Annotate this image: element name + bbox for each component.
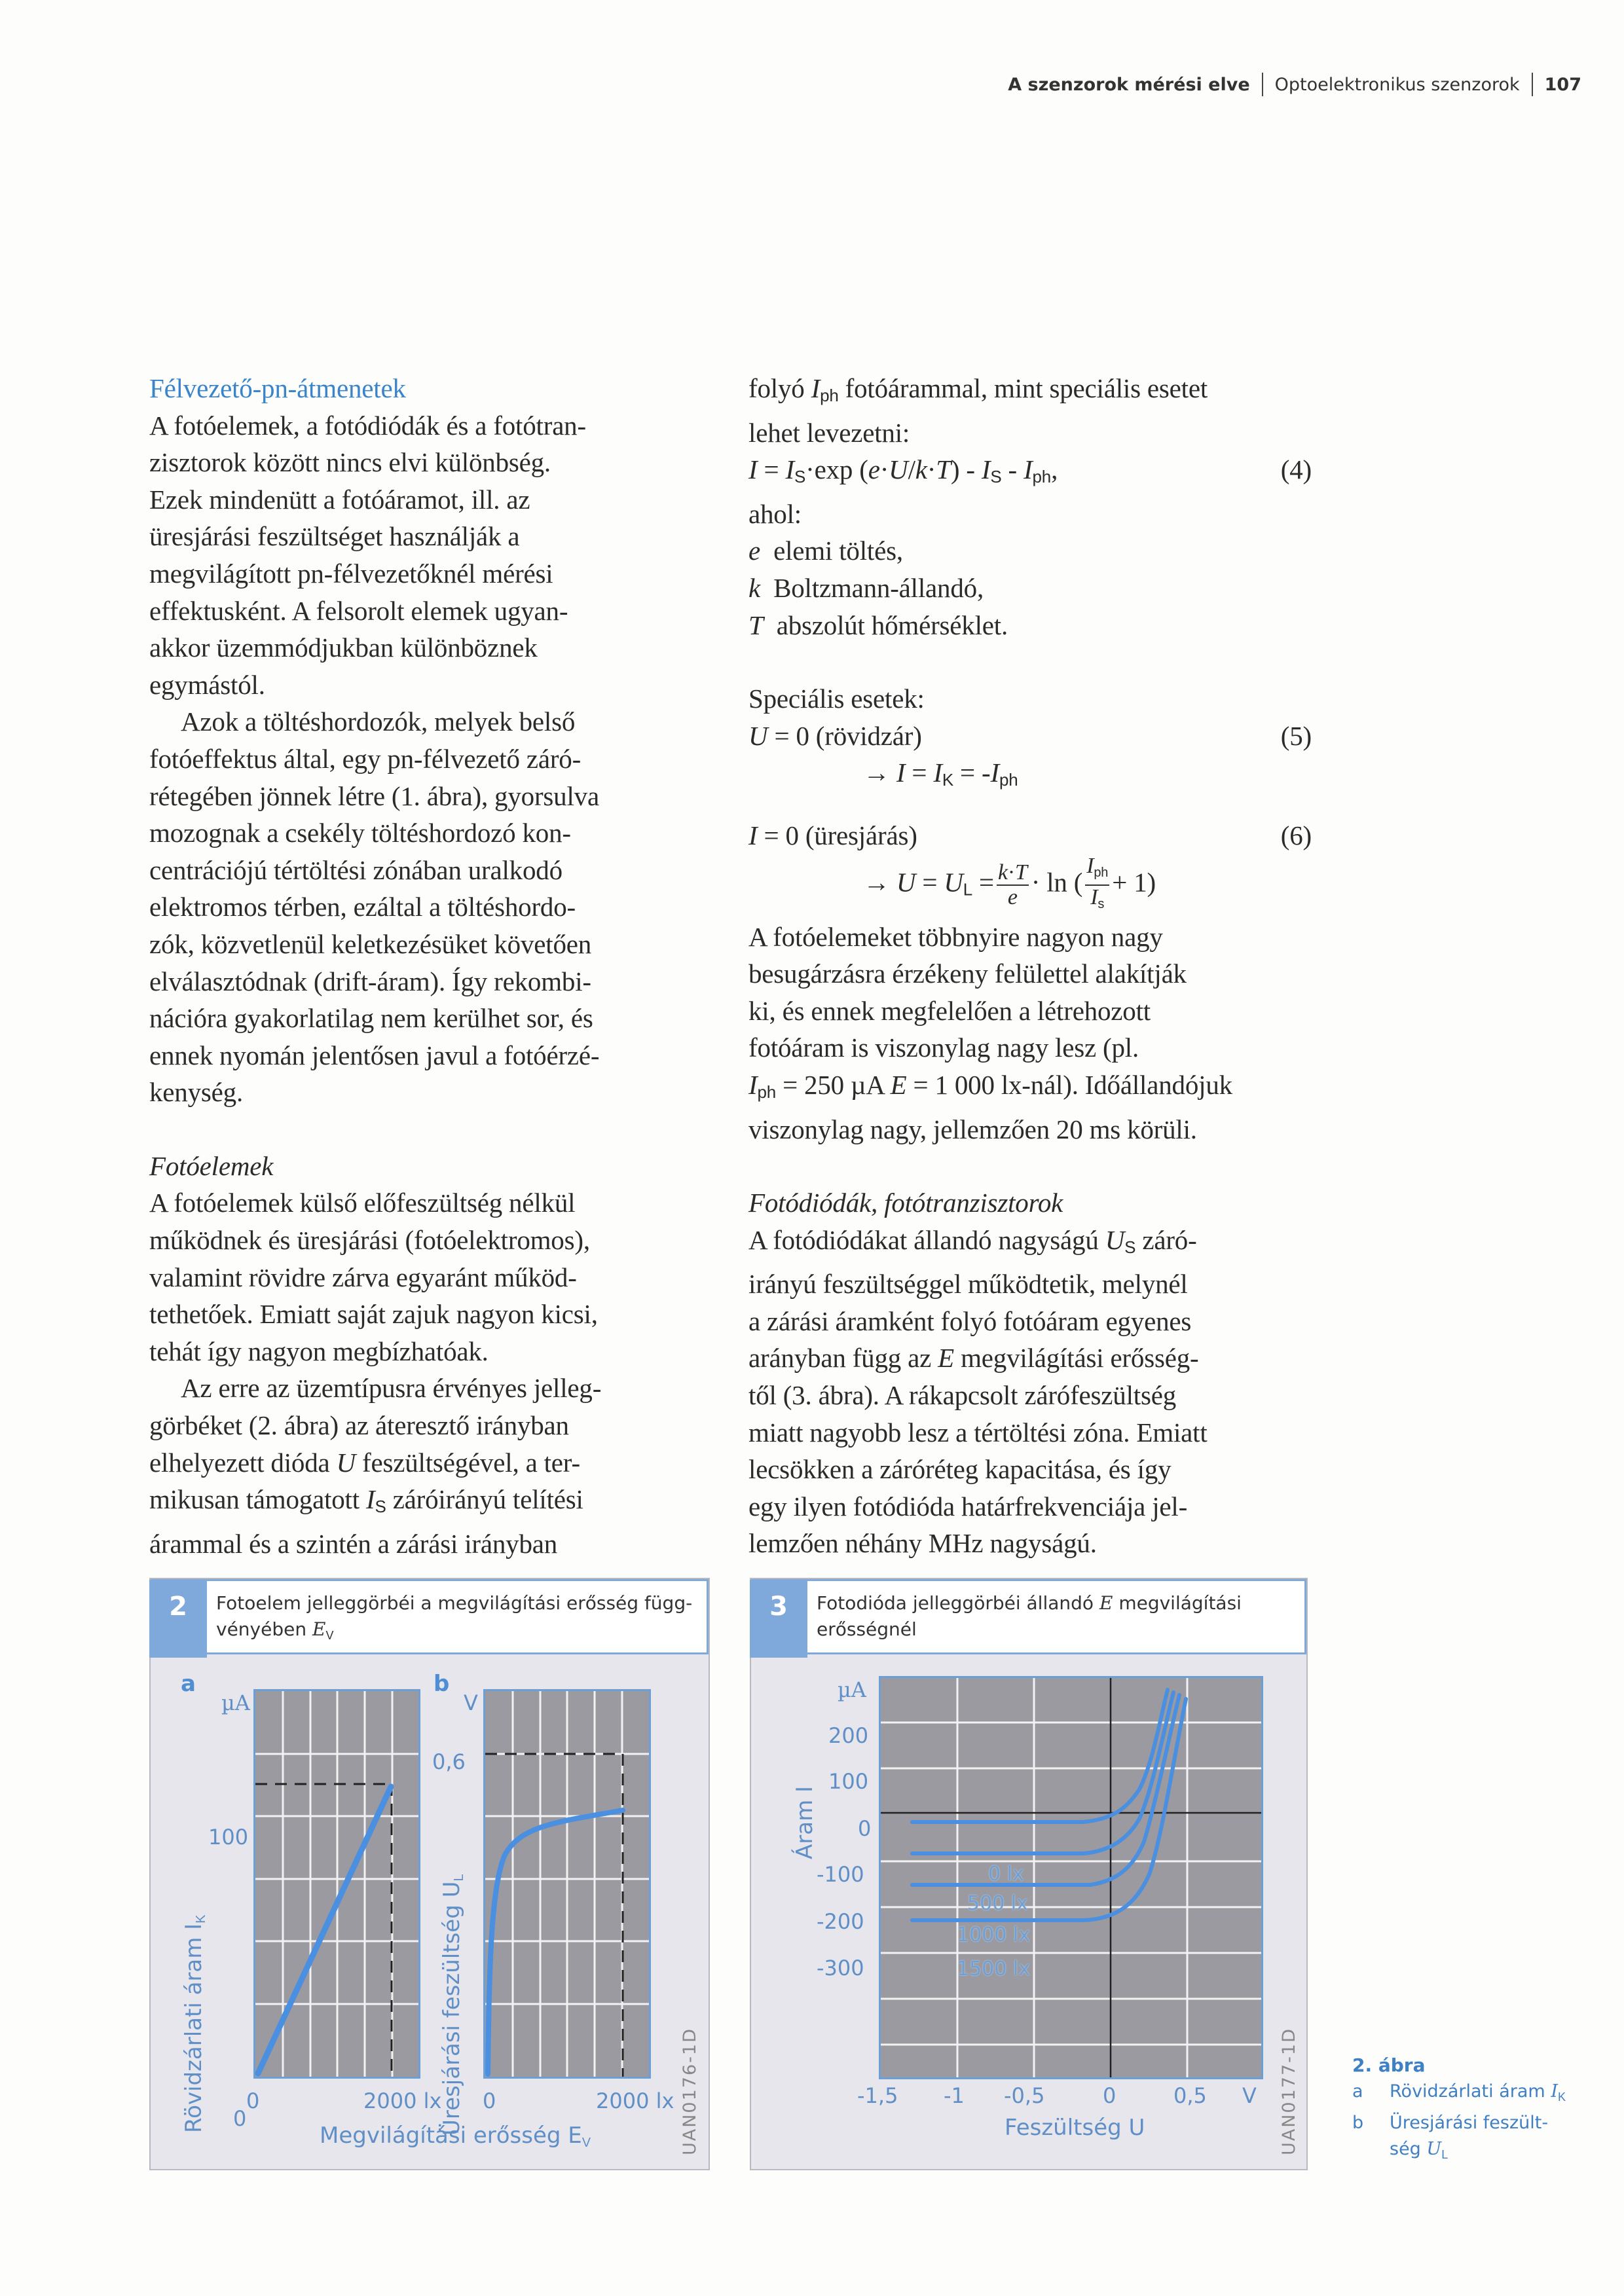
text-line: lehet levezetni: [748,417,910,448]
text-line: mozognak a csekély töltéshordozó kon- [149,818,571,848]
figure-title-line: erősségnél [817,1618,917,1640]
equation-6-result: → $U = U_L$ = $\frac{k\cdot T}{e}$ · ln ( $\frac{I_{ph}}{I_s}$ + 1) [863,853,1156,911]
caption-item [1352,2079,1608,2110]
text-line [149,1444,706,1482]
figure-title [216,1590,696,1649]
text-span: mikusan támogatott [149,1484,360,1515]
definition-row [748,532,1312,570]
text-span: Megvilágítási erősség E [320,2123,582,2149]
spacer [748,1148,1312,1184]
math-symbol: U [336,1447,356,1478]
figure-code: UAN0177-1D [1279,2028,1299,2155]
text-line: működnek és üresjárási (fotóelektromos), [149,1225,590,1256]
curve-label-0lx: 0 lx [988,1863,1024,1886]
y-tick: 200 [828,1723,869,1748]
text-line: $I_{ph} = 250$ µA E = 1 000 lx-nál). Időállandójuk [748,1069,1232,1102]
y-tick-0-6: 0,6 [432,1749,466,1774]
text-line: ki, és ennek megfelelően a létrehozott [748,995,1151,1026]
text-line: görbéket (2. ábra) az áteresztő irányban [149,1410,569,1441]
paragraph [748,1222,1312,1562]
spacer [748,644,1312,680]
text-span: Fotodióda jelleggörbéi állandó [817,1592,1094,1614]
math-symbol: I [1551,2081,1558,2102]
text-span: Rövidzárlati áram [1390,2081,1545,2102]
curve-label-1000lx: 1000 lx [957,1923,1030,1946]
text-line: tehát így nagyon megbízhatóak. [149,1336,489,1366]
text-line: folyó $I_{ph}$ fotóárammal, mint speciális esetet [748,373,1208,405]
equation-number: (6) [1280,820,1312,850]
definition-row [748,607,1312,644]
text-line: kenység. [149,1077,244,1108]
curve-label-500lx: 500 lx [967,1892,1028,1915]
curve-label-1500lx: 1500 lx [957,1958,1030,1980]
figure-3 [750,1578,1308,2170]
equation-body: $I = I_S\cdot\exp$ $(e\cdot U/k\cdot T) - I_S - I_{ph}$, [748,454,1058,487]
x-tick: -1 [944,2083,965,2108]
x-tick-2000: 2000 lx [363,2088,442,2113]
section-heading: Félvezető-pn-átmenetek [149,373,406,403]
text-line [149,1481,706,1525]
spacer [748,799,1312,817]
text-line: a zárási áramként folyó fotóáram egyenes [748,1305,1192,1336]
text-line: miatt nagyobb lesz a tértöltési zóna. Emiatt [748,1417,1208,1448]
text-line: rétegében jönnek létre (1. ábra), gyorsulva [149,780,599,811]
figure-title-line [817,1590,1294,1616]
text-line: centrációjú tértöltési zónában uralkodó [149,854,563,885]
x-tick: 0,5 [1173,2083,1207,2108]
math-subscript: V [325,1629,334,1642]
chart-2a-svg [255,1691,418,2077]
text-line: zisztorok között nincs elvi különbség. [149,447,551,478]
chart-2a-plot [253,1689,420,2079]
text-span: Üresjárási feszült- [1390,2113,1549,2133]
math-subscript: K [1557,2090,1566,2104]
x-unit: V [1242,2083,1257,2108]
text-line: akkor üzemmódjukban különböznek [149,632,538,663]
running-head [1008,68,1581,101]
x-tick: 0 [1103,2083,1116,2108]
figure-title-line [216,1616,696,1649]
text-line: nációra gyakorlatilag nem kerülhet sor, és [149,1003,593,1034]
text-line: arányban függ az E megvilágítási erősség- [748,1343,1199,1374]
figure-title [817,1590,1294,1643]
page-number: 107 [1544,74,1581,95]
text-line: lecsökken a záróréteg kapacitása, és így [748,1454,1172,1485]
text-line: Speciális esetek: [748,683,925,714]
caption-key: b [1352,2113,1364,2133]
chart-2b-plot [483,1689,651,2079]
x-tick: -1,5 [857,2083,898,2108]
text-line: A fotódiódákat állandó nagyságú $U_S$ záró- [748,1224,1197,1257]
running-head-chapter: Optoelektronikus szenzorok [1274,74,1520,95]
text-span: arányban függ az [748,1343,932,1374]
text-line: valamint rövidre zárva egyaránt működ- [149,1262,577,1292]
caption-text [1390,2079,1566,2110]
paragraph [748,919,1312,1148]
math-subscript: L [1441,2148,1449,2161]
subsection-heading: Fotóelemek [149,1150,274,1181]
text-span: = 250 µA [783,1069,884,1100]
y-tick-0: 0 [233,2106,247,2131]
text-line: tethetőek. Emiatt saját zajuk nagyon kicsi, [149,1299,598,1330]
y-axis-label [439,1874,467,2136]
figure-number: 3 [750,1580,807,1658]
definition-text: abszolút hőmérséklet. [776,610,1008,640]
paragraph [149,1370,706,1562]
text-line: lemzően néhány MHz nagyságú. [748,1528,1097,1559]
x-tick-0: 0 [483,2088,496,2113]
equation-number: (5) [1280,720,1312,751]
left-column [149,370,706,1562]
text-span: vényében [216,1618,307,1640]
y-unit-label: V [464,1690,478,1715]
equation-condition: U = 0 (rövidzár) [748,720,922,751]
text-span: Rövidzárlati áram I [181,1923,207,2133]
text-span: feszültségével, a ter- [362,1447,580,1478]
text-line: A fotóelemek külső előfeszültség nélkül [149,1188,576,1218]
text-span: = 1 000 lx-nál). Időállandójuk [913,1069,1232,1100]
equation-6 [748,817,1312,854]
equation-5-result: → $I = I_K = -I_{ph}$ [863,757,1018,790]
math-symbol: k [748,572,760,603]
panel-letter-b: b [434,1671,450,1697]
x-tick-0: 0 [246,2088,260,2113]
text-line: A fotóelemeket többnyire nagyon nagy [748,921,1163,952]
equation-4 [748,451,1312,496]
x-axis-label: Feszültség U [1005,2115,1145,2141]
chart-2b-svg [485,1691,649,2077]
text-span: A fotódiódákat állandó nagyságú [748,1224,1099,1255]
text-line: ennek nyomán jelentősen javul a fotóérzé- [149,1040,600,1070]
math-symbol: E [312,1618,326,1640]
y-axis-label: Áram I [792,1785,818,1859]
text-span: záróirányú telítési [392,1484,583,1515]
text-span: fotóárammal, mint speciális esetet [845,373,1208,403]
text-line: irányú feszültséggel működtetik, melynél [748,1269,1188,1300]
text-line: üresjárási feszültséget használják a [149,521,520,552]
text-span: megvilágítási [1118,1592,1242,1614]
text-line: től (3. ábra). A rákapcsolt zárófeszültség [748,1380,1177,1411]
y-tick: -200 [817,1909,864,1934]
text-line: A fotóelemek, a fotódiódák és a fotótran- [149,410,586,441]
text-line: zók, közvetlenül keletkezésüket követően [149,928,592,959]
figure-2 [149,1578,710,2170]
math-subscript: V [581,2136,591,2150]
y-tick: 100 [828,1769,869,1794]
caption-item [1352,2110,1608,2168]
text-line: elektromos térben, ezáltal a töltéshordo- [149,892,576,922]
x-tick: -0,5 [1004,2083,1045,2108]
text-line: Az erre az üzemtípusra érvényes jelleg- [181,1373,602,1404]
paragraph [149,703,706,1111]
equation-condition: I = 0 (üresjárás) [748,820,917,850]
paragraph [149,407,706,704]
text-line: fotóáram is viszonylag nagy lesz (pl. [748,1032,1139,1063]
running-head-divider [1262,73,1263,96]
y-unit-label: µA [221,1690,250,1715]
text-span: Üresjárási feszültség U [439,1881,465,2136]
text-span: folyó [748,373,805,403]
y-tick-100: 100 [208,1825,249,1850]
figure-title-line: Fotoelem jelleggörbéi a megvilágítási erősség függ- [216,1592,693,1614]
text-line: ahol: [748,498,802,529]
math-subscript: L [452,1874,466,1882]
right-column [748,370,1312,1562]
text-line: Azok a töltéshordozók, melyek belső [181,706,576,737]
equation-5 [748,718,1312,755]
text-line: árammal és a szintén a zárási irányban [149,1528,558,1559]
text-line: egy ilyen fotódióda határfrekvenciája jel- [748,1491,1188,1522]
figure-caption [1352,2052,1608,2168]
text-line: Ezek mindenütt a fotóáramot, ill. az [149,484,530,515]
running-head-divider [1532,73,1533,96]
figure-code: UAN0176-1D [680,2028,700,2155]
subsection-heading: Fotódiódák, fotótranzisztorok [748,1188,1063,1218]
caption-title: 2. ábra [1352,2054,1426,2076]
math-symbol: U [1426,2139,1442,2159]
x-tick-2000: 2000 lx [596,2088,674,2113]
text-line: effektusként. A felsorolt elemek ugyan- [149,595,568,626]
text-line: elválasztódnak (drift-áram). Így rekombi- [149,966,591,996]
math-symbol: e [748,536,760,566]
text-line: besugárzásra érzékeny felülettel alakítják [748,958,1187,989]
text-line: egymástól. [149,669,265,700]
y-tick: -300 [817,1956,864,1980]
figure-header [751,1579,1306,1654]
spacer [149,1111,706,1148]
text-line: fotóeffektus által, egy pn-félvezető záró- [149,743,581,774]
chart-3-plot [879,1676,1263,2079]
y-axis-label [181,1914,209,2133]
y-unit-label: µA [838,1677,866,1702]
text-span: elhelyezett dióda [149,1447,330,1478]
y-tick: 0 [858,1816,872,1841]
x-axis-label [320,2123,591,2151]
definition-row [748,570,1312,607]
y-tick: -100 [817,1862,864,1887]
panel-letter-a: a [181,1671,196,1697]
math-subscript: S [375,1497,386,1517]
math-symbol: I [366,1484,375,1515]
caption-key: a [1352,2081,1363,2102]
spacer [748,900,1312,919]
text-line: megvilágított pn-félvezetőknél mérési [149,558,553,589]
math-subscript: K [194,1914,208,1923]
caption-text [1390,2110,1548,2168]
math-symbol: E [1099,1592,1113,1614]
text-span: záró- [1142,1224,1197,1255]
text-line: viszonylag nagy, jellemzően 20 ms körüli. [748,1114,1197,1144]
running-head-section: A szenzorok mérési elve [1008,74,1250,95]
definition-text: elemi töltés, [773,536,903,566]
figure-header [151,1579,709,1654]
text-span: ség [1390,2139,1421,2159]
text-span: megvilágítási erősség- [961,1343,1199,1374]
equation-number: (4) [1280,454,1312,485]
definition-text: Boltzmann-állandó, [773,572,984,603]
chart-3-svg [881,1678,1261,2077]
math-symbol: T [748,610,764,640]
figure-number: 2 [149,1580,207,1658]
paragraph [149,1184,706,1370]
